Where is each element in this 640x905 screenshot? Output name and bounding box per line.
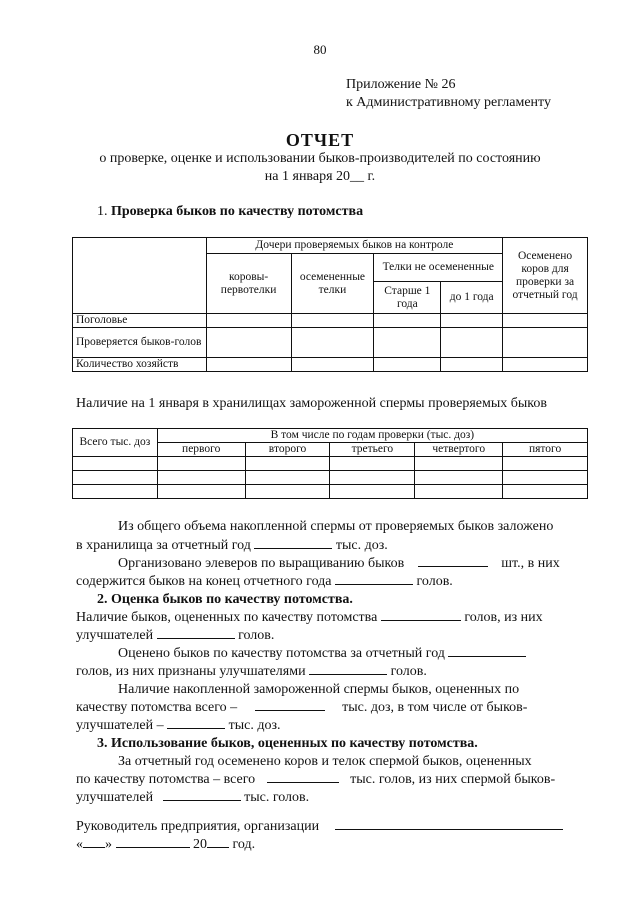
table2-cell[interactable] (73, 471, 158, 485)
date-open-quote: « (76, 837, 83, 852)
section-1-number: 1. (97, 204, 108, 219)
p2-line-2 (76, 573, 453, 590)
p6-text: по качеству потомства – всего (76, 772, 256, 787)
subtitle-line-1: о проверке, оценке и использовании быков-производителей по состоянию (99, 151, 541, 166)
table2-cell[interactable] (415, 485, 503, 499)
p3-unit: голов, из них (464, 610, 543, 625)
p1-line-1: Из общего объема накопленной спермы от проверяемых быков заложено (118, 519, 554, 534)
day-field[interactable] (83, 837, 105, 848)
p2-line-1 (118, 555, 560, 572)
p5-line-2 (76, 699, 527, 716)
table2-header-total: Всего тыс. доз (73, 429, 158, 457)
table2-cell[interactable] (330, 457, 415, 471)
table1-cell[interactable] (503, 328, 588, 358)
blank-field[interactable] (254, 538, 332, 549)
table1-row-label: Количество хозяйств (73, 358, 207, 372)
report-subtitle (0, 150, 640, 186)
table2-cell[interactable] (245, 485, 330, 499)
blank-field[interactable] (167, 718, 225, 729)
table1-cell[interactable] (503, 314, 588, 328)
blank-field[interactable] (255, 700, 325, 711)
year-field[interactable] (207, 837, 229, 848)
table2-header-year: третьего (330, 443, 415, 457)
table2-cell[interactable] (157, 471, 245, 485)
table2-cell[interactable] (415, 457, 503, 471)
table1-cell[interactable] (206, 358, 291, 372)
table2-cell[interactable] (73, 485, 158, 499)
date-year-suffix: год. (232, 837, 256, 852)
table2-cell[interactable] (330, 471, 415, 485)
p2-unit-2: голов. (416, 574, 453, 589)
p5-text-3: улучшателей – (76, 718, 164, 733)
p4-text-2: голов, из них признаны улучшателями (76, 664, 306, 679)
p5-unit: тыс. доз. (228, 718, 281, 733)
p6-line-1: За отчетный год осеменено коров и телок спермой быков, оцененных (118, 754, 532, 769)
p2-text: Организовано элеверов по выращиванию быков (118, 556, 405, 571)
table1-cell[interactable] (374, 314, 441, 328)
table1-header-inseminated-cows: Осеменено коров для проверки за отчетный год (503, 238, 588, 314)
blank-field[interactable] (381, 610, 461, 621)
section-3-heading: 3. Использование быков, оцененных по качеству потомства. (97, 736, 478, 751)
table1-row-label: Проверяется быков-голов (73, 328, 207, 358)
table1-cell[interactable] (291, 328, 374, 358)
table1-cell[interactable] (206, 328, 291, 358)
table1-row-label: Поголовье (73, 314, 207, 328)
p5-line-1: Наличие накопленной замороженной спермы быков, оцененных по (118, 682, 520, 697)
p6-line-3 (76, 789, 309, 806)
p3-line-1 (76, 609, 543, 626)
head-line (76, 818, 563, 835)
bull-progeny-table (72, 237, 588, 372)
table2-cell[interactable] (157, 485, 245, 499)
p5-text: качеству потомства всего – (76, 700, 238, 715)
p1-line-2 (76, 537, 388, 554)
table2-cell[interactable] (73, 457, 158, 471)
table2-cell[interactable] (503, 471, 588, 485)
p1-unit: тыс. доз. (335, 538, 388, 553)
table1-header-inseminated-heifers: осемененные телки (291, 254, 374, 314)
report-title: ОТЧЕТ (285, 130, 355, 150)
section-1-title: Проверка быков по качеству потомства (111, 204, 364, 219)
table1-cell[interactable] (374, 358, 441, 372)
table1-header-heifers-not: Телки не осемененные (374, 254, 503, 282)
table1-cell[interactable] (441, 314, 503, 328)
table1-corner (73, 238, 207, 314)
table1-cell[interactable] (503, 358, 588, 372)
p2-text-2: содержится быков на конец отчетного года (76, 574, 332, 589)
p3-line-2 (76, 627, 274, 644)
table1-cell[interactable] (291, 314, 374, 328)
table1-cell[interactable] (441, 328, 503, 358)
table2-cell[interactable] (415, 471, 503, 485)
subtitle-line-2: на 1 января 20__ г. (264, 169, 376, 184)
appendix-line-2: к Административному регламенту (346, 95, 551, 110)
table2-header-by-year: В том числе по годам проверки (тыс. доз) (157, 429, 587, 443)
p6-line-2 (76, 771, 555, 788)
p6-text-3: улучшателей (76, 790, 154, 805)
blank-field[interactable] (267, 772, 339, 783)
table2-cell[interactable] (245, 471, 330, 485)
p3-text: Наличие быков, оцененных по качеству потомства (76, 610, 378, 625)
p6-unit: тыс. голов. (244, 790, 310, 805)
blank-field[interactable] (418, 556, 488, 567)
blank-field[interactable] (448, 646, 526, 657)
table1-header-older: Старше 1 года (374, 282, 441, 314)
table1-header-daughters: Дочери проверяемых быков на контроле (206, 238, 502, 254)
table1-cell[interactable] (291, 358, 374, 372)
table1-cell[interactable] (374, 328, 441, 358)
table1-header-upto: до 1 года (441, 282, 503, 314)
section-1-heading (97, 204, 363, 220)
p2-unit: шт., в них (501, 556, 560, 571)
p3-text-2: улучшателей (76, 628, 154, 643)
p3-unit-2: голов. (238, 628, 275, 643)
table2-header-year: пятого (503, 443, 588, 457)
table1-header-firstcalf: коровы-первотелки (206, 254, 291, 314)
table2-cell[interactable] (503, 485, 588, 499)
appendix-line-1: Приложение № 26 (346, 77, 456, 92)
page-number: 80 (313, 42, 327, 57)
table1-cell[interactable] (206, 314, 291, 328)
p4-line-2 (76, 663, 427, 680)
table1-cell[interactable] (441, 358, 503, 372)
appendix-note (346, 76, 551, 112)
p4-text: Оценено быков по качеству потомства за отчетный год (118, 646, 445, 661)
p1-text: в хранилища за отчетный год (76, 538, 251, 553)
head-label: Руководитель предприятия, организации (76, 819, 320, 834)
p5-line-3 (76, 717, 280, 734)
table2-cell[interactable] (245, 457, 330, 471)
table2-cell[interactable] (503, 457, 588, 471)
table2-cell[interactable] (330, 485, 415, 499)
table2-header-year: первого (157, 443, 245, 457)
sperm-storage-table (72, 428, 588, 499)
signature-field[interactable] (335, 819, 563, 830)
blank-field[interactable] (157, 628, 235, 639)
blank-field[interactable] (309, 664, 387, 675)
table2-header-year: второго (245, 443, 330, 457)
p5-text-2: тыс. доз, в том числе от быков- (342, 700, 528, 715)
table2-header-year: четвертого (415, 443, 503, 457)
p4-line-1 (118, 645, 526, 662)
p4-unit: голов. (390, 664, 427, 679)
p6-text-2: тыс. голов, из них спермой быков- (350, 772, 556, 787)
date-line (76, 836, 255, 853)
date-year-prefix: 20 (193, 837, 207, 852)
month-field[interactable] (116, 837, 190, 848)
blank-field[interactable] (163, 790, 241, 801)
storage-line: Наличие на 1 января в хранилищах замороженной спермы проверяемых быков (76, 396, 547, 411)
date-close-quote: » (105, 837, 112, 852)
table2-cell[interactable] (157, 457, 245, 471)
section-2-heading: 2. Оценка быков по качеству потомства. (97, 592, 353, 607)
blank-field[interactable] (335, 574, 413, 585)
